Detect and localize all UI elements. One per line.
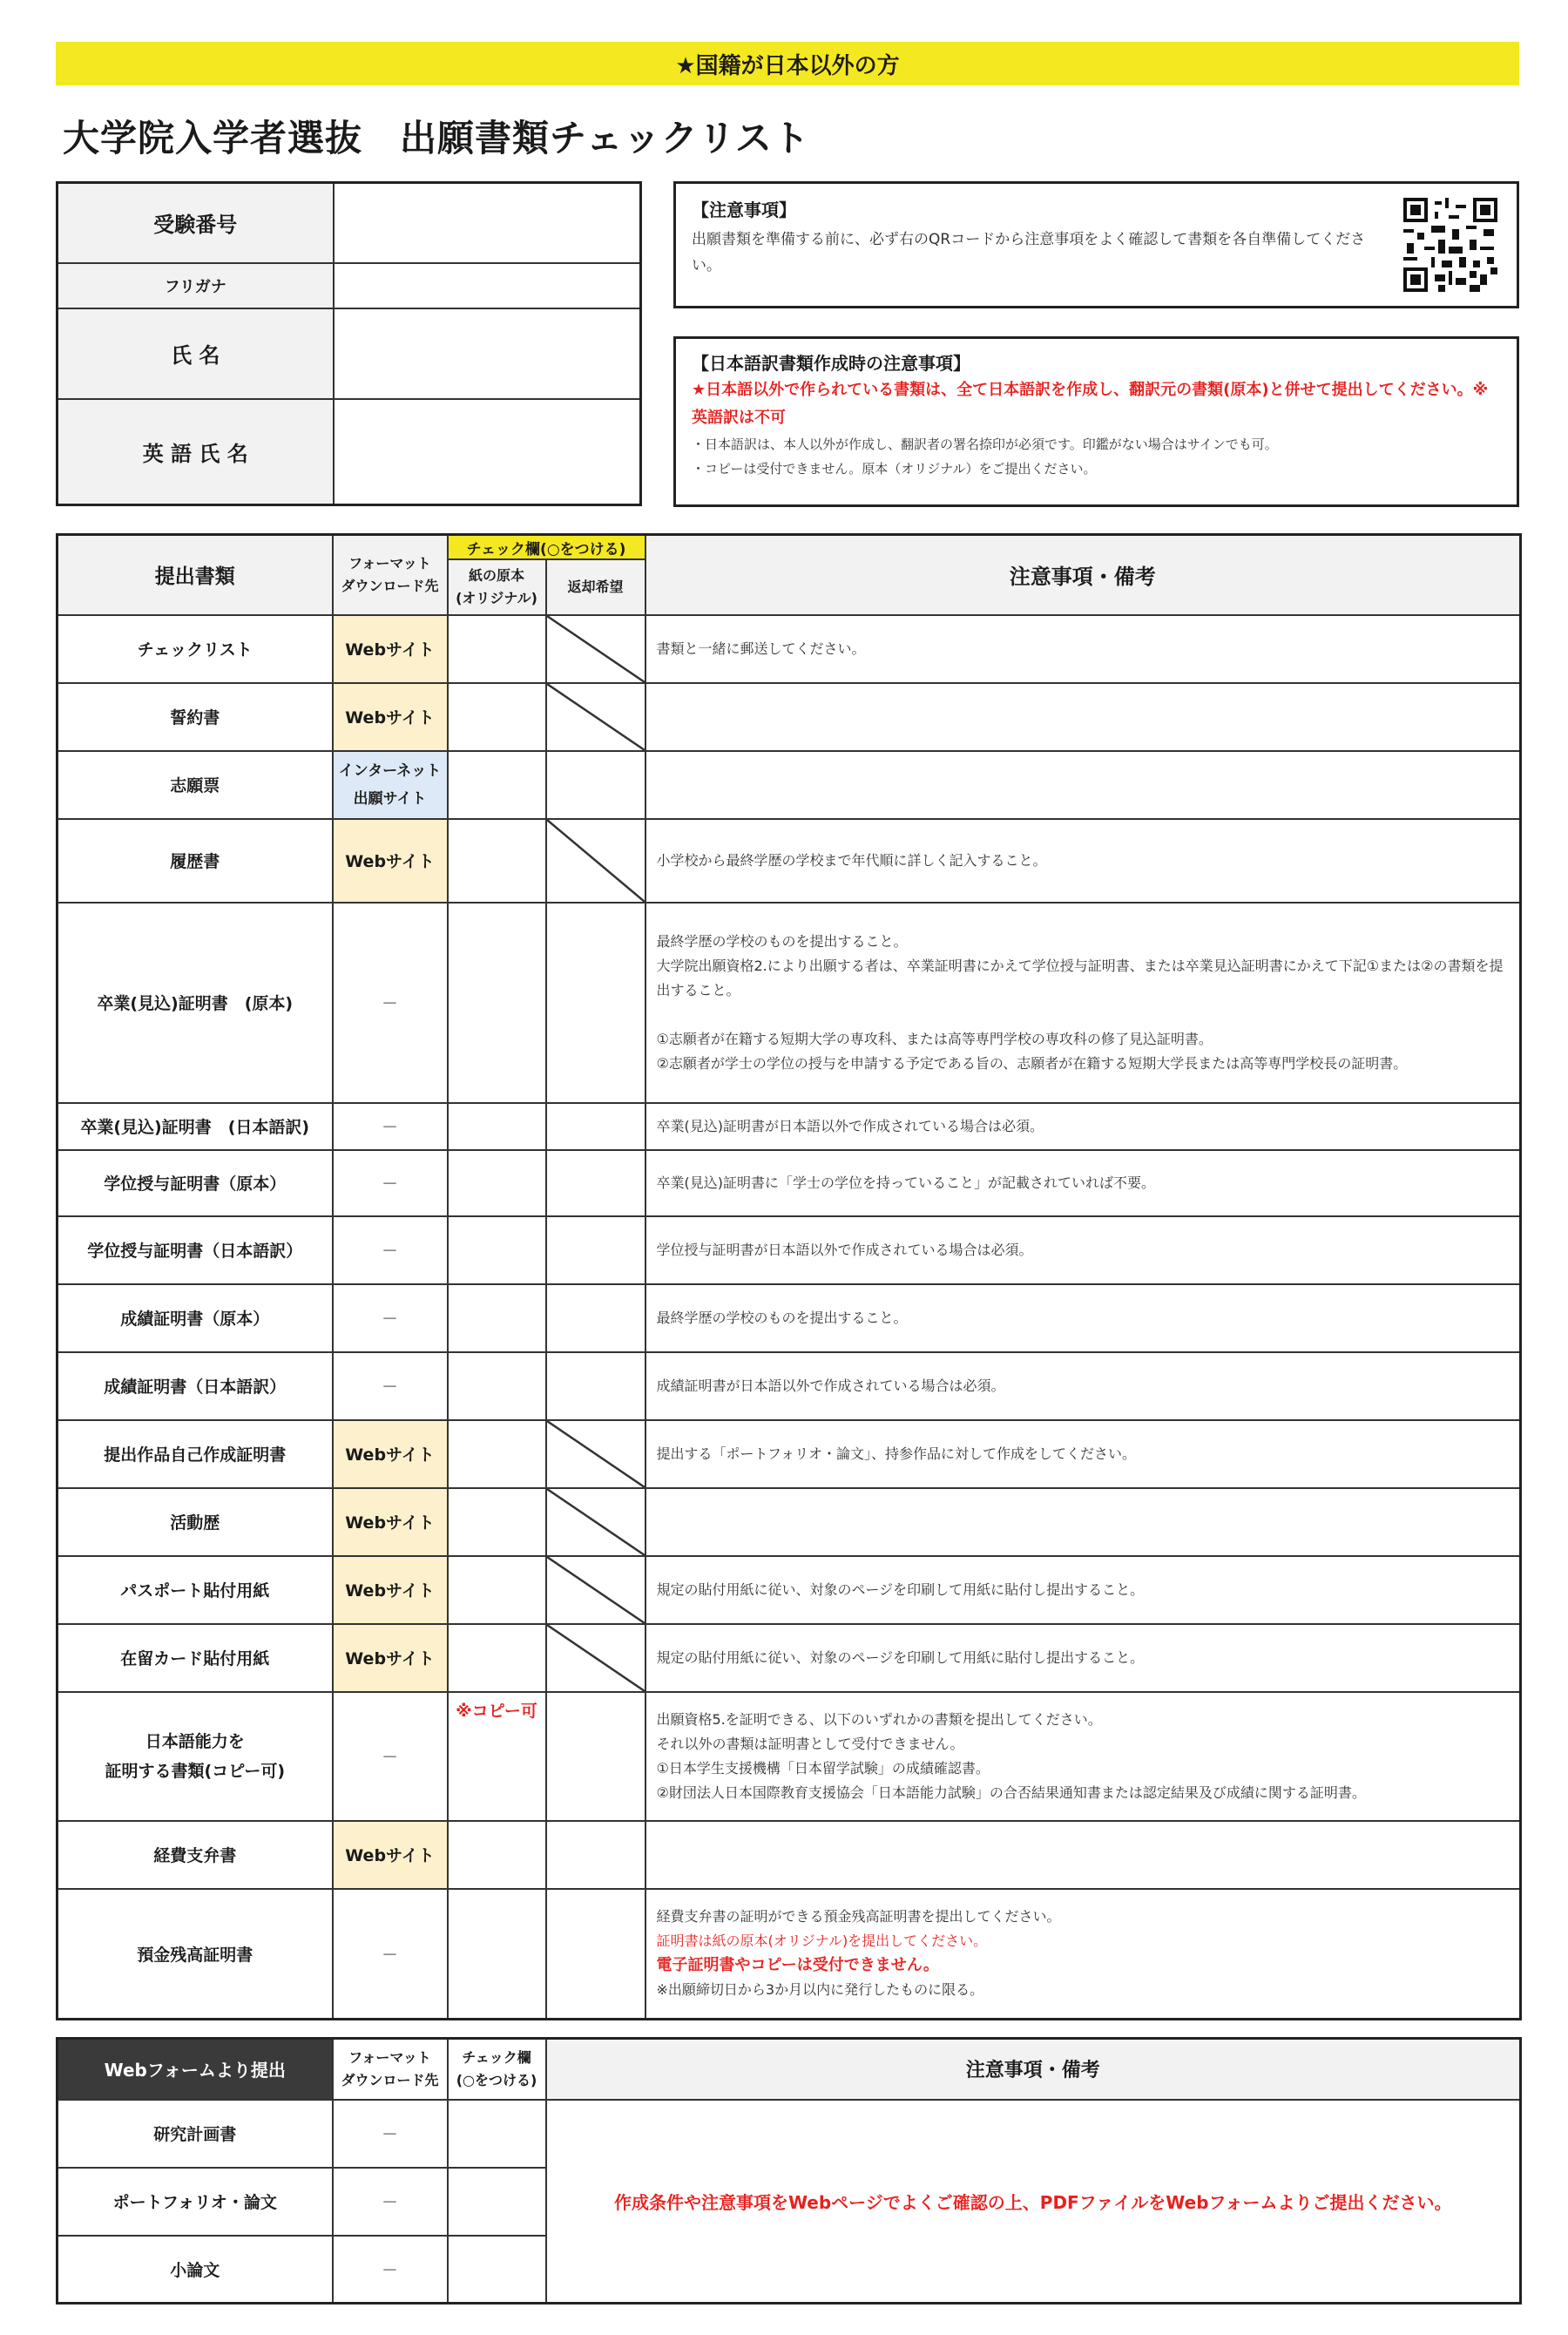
name-label: 氏 名 bbox=[57, 308, 334, 399]
nationality-banner: ★国籍が日本以外の方 bbox=[56, 42, 1519, 85]
format-source: Webサイト bbox=[333, 1821, 448, 1889]
webform-check-header: チェック欄 (○をつける) bbox=[448, 2039, 546, 2100]
paper-check-cell[interactable] bbox=[448, 683, 546, 751]
webform-title-header: Webフォームより提出 bbox=[57, 2039, 333, 2100]
copy-allowed-badge[interactable]: ※コピー可 bbox=[448, 1692, 546, 1821]
document-name: 履歴書 bbox=[57, 819, 333, 903]
webform-check-cell[interactable] bbox=[448, 2236, 546, 2304]
table-row bbox=[57, 1216, 1521, 1284]
paper-check-cell[interactable] bbox=[448, 1284, 546, 1352]
document-name: 経費支弁書 bbox=[57, 1821, 333, 1889]
table-row bbox=[57, 1150, 1521, 1216]
return-check-cell[interactable] bbox=[546, 1692, 645, 1821]
webform-document-name: 研究計画書 bbox=[57, 2100, 333, 2168]
format-source: Webサイト bbox=[333, 615, 448, 683]
document-note: 成績証明書が日本語以外で作成されている場合は必須。 bbox=[645, 1352, 1521, 1420]
applicant-info-table bbox=[56, 181, 642, 506]
document-name: チェックリスト bbox=[57, 615, 333, 683]
document-name: 学位授与証明書（日本語訳） bbox=[57, 1216, 333, 1284]
paper-check-cell[interactable] bbox=[448, 1624, 546, 1692]
table-row bbox=[57, 1103, 1521, 1150]
documents-table bbox=[56, 533, 1522, 2020]
format-source: － bbox=[333, 1150, 448, 1216]
return-check-cell-na bbox=[546, 1420, 645, 1488]
return-check-cell[interactable] bbox=[546, 1889, 645, 2020]
return-check-cell[interactable] bbox=[546, 1103, 645, 1150]
check-column-header: チェック欄(○をつける) bbox=[448, 535, 645, 560]
translation-notice-red-text: ★日本語以外で作られている書類は、全て日本語訳を作成し、翻訳元の書類(原本)と併せて提出してください。※英語訳は不可 bbox=[692, 381, 1489, 427]
document-note bbox=[645, 1488, 1521, 1556]
format-source: Webサイト bbox=[333, 1624, 448, 1692]
webform-document-name: 小論文 bbox=[57, 2236, 333, 2304]
format-source: － bbox=[333, 1352, 448, 1420]
paper-original-header: 紙の原本 (オリジナル) bbox=[448, 559, 546, 614]
webform-document-name: ポートフォリオ・論文 bbox=[57, 2168, 333, 2236]
name-field[interactable] bbox=[334, 308, 641, 399]
english-name-label: 英 語 氏 名 bbox=[57, 399, 334, 505]
paper-check-cell[interactable] bbox=[448, 615, 546, 683]
english-name-field[interactable] bbox=[334, 399, 641, 505]
notice-body: 出願書類を準備する前に、必ず右のQRコードから注意事項をよく確認して書類を各自準備してください。 bbox=[692, 231, 1366, 274]
webform-check-cell[interactable] bbox=[448, 2100, 546, 2168]
return-check-cell[interactable] bbox=[546, 751, 645, 819]
document-name: 志願票 bbox=[57, 751, 333, 819]
translation-notice-line-1: ・日本語訳は、本人以外が作成し、翻訳者の署名捺印が必須です。印鑑がない場合はサインでも可。 bbox=[692, 437, 1278, 452]
document-name: 活動歴 bbox=[57, 1488, 333, 1556]
return-check-cell[interactable] bbox=[546, 1284, 645, 1352]
return-check-cell[interactable] bbox=[546, 1150, 645, 1216]
paper-check-cell[interactable] bbox=[448, 1103, 546, 1150]
exam-number-field[interactable] bbox=[334, 183, 641, 263]
table-row bbox=[57, 683, 1521, 751]
document-name: 卒業(見込)証明書 (日本語訳) bbox=[57, 1103, 333, 1150]
webform-format-header: フォーマット ダウンロード先 bbox=[333, 2039, 448, 2100]
paper-check-cell[interactable] bbox=[448, 1488, 546, 1556]
table-row bbox=[57, 1692, 1521, 1821]
format-source: － bbox=[333, 1692, 448, 1821]
paper-check-cell[interactable] bbox=[448, 1556, 546, 1624]
document-note: 卒業(見込)証明書が日本語以外で作成されている場合は必須。 bbox=[645, 1103, 1521, 1150]
format-source: － bbox=[333, 2236, 448, 2304]
format-source: Webサイト bbox=[333, 1556, 448, 1624]
document-note: 学位授与証明書が日本語以外で作成されている場合は必須。 bbox=[645, 1216, 1521, 1284]
notice-box bbox=[673, 181, 1519, 308]
format-source: Webサイト bbox=[333, 683, 448, 751]
table-row bbox=[57, 1556, 1521, 1624]
furigana-label: フリガナ bbox=[57, 263, 334, 308]
document-name: 成績証明書（原本） bbox=[57, 1284, 333, 1352]
document-note: 出願資格5.を証明できる、以下のいずれかの書類を提出してください。 それ以外の書類は証明書として受付できません。 ①日本学生支援機構「日本留学試験」の成績確認書。 ②財団法人日本国際教育支援協会「日本語能力試験」の合否結果通知書または認定結果及び成績に関する証明書。 bbox=[645, 1692, 1521, 1821]
paper-check-cell[interactable] bbox=[448, 1821, 546, 1889]
paper-check-cell[interactable] bbox=[448, 1889, 546, 2020]
document-name: 卒業(見込)証明書 (原本) bbox=[57, 903, 333, 1103]
document-note bbox=[645, 1821, 1521, 1889]
webform-note: 作成条件や注意事項をWebページでよくご確認の上、PDFファイルをWebフォームよりご提出ください。 bbox=[546, 2100, 1521, 2304]
document-note: 卒業(見込)証明書に「学士の学位を持っていること」が記載されていれば不要。 bbox=[645, 1150, 1521, 1216]
notes-column-header: 注意事項・備考 bbox=[645, 535, 1521, 615]
return-check-cell-na bbox=[546, 683, 645, 751]
table-row bbox=[57, 903, 1521, 1103]
format-source: インターネット 出願サイト bbox=[333, 751, 448, 819]
table-row bbox=[57, 819, 1521, 903]
page-title: 大学院入学者選抜 出願書類チェックリスト bbox=[63, 117, 810, 159]
webform-check-cell[interactable] bbox=[448, 2168, 546, 2236]
document-name: 誓約書 bbox=[57, 683, 333, 751]
return-check-cell[interactable] bbox=[546, 1821, 645, 1889]
return-check-cell-na bbox=[546, 615, 645, 683]
document-note: 最終学歴の学校のものを提出すること。 大学院出願資格2.により出願する者は、卒業証明書にかえて学位授与証明書、または卒業見込証明書にかえて下記①または②の書類を提出すること。 ①志願者が在籍する短期大学の専攻科、または高等専門学校の専攻科の修了見込証明書。 ②志願者が学士の学位の授与を申請する予定である旨の、志願者が在籍する短期大学長または高等専門学校長の証明書。 bbox=[645, 903, 1521, 1103]
paper-check-cell[interactable] bbox=[448, 1420, 546, 1488]
table-row bbox=[57, 2100, 1521, 2168]
webform-table bbox=[56, 2037, 1522, 2305]
format-source: Webサイト bbox=[333, 1488, 448, 1556]
document-note: 規定の貼付用紙に従い、対象のページを印刷して用紙に貼付し提出すること。 bbox=[645, 1556, 1521, 1624]
return-request-header: 返却希望 bbox=[546, 559, 645, 614]
paper-check-cell[interactable] bbox=[448, 751, 546, 819]
return-check-cell[interactable] bbox=[546, 903, 645, 1103]
document-name: 学位授与証明書（原本） bbox=[57, 1150, 333, 1216]
document-note bbox=[645, 683, 1521, 751]
document-name: 在留カード貼付用紙 bbox=[57, 1624, 333, 1692]
format-column-header: フォーマット ダウンロード先 bbox=[333, 535, 448, 615]
table-row bbox=[57, 1420, 1521, 1488]
document-name: パスポート貼付用紙 bbox=[57, 1556, 333, 1624]
document-column-header: 提出書類 bbox=[57, 535, 333, 615]
document-note: 提出する「ポートフォリオ・論文」、持参作品に対して作成をしてください。 bbox=[645, 1420, 1521, 1488]
format-source: － bbox=[333, 2100, 448, 2168]
furigana-field[interactable] bbox=[334, 263, 641, 308]
format-source: Webサイト bbox=[333, 1420, 448, 1488]
document-note: 書類と一緒に郵送してください。 bbox=[645, 615, 1521, 683]
table-row bbox=[57, 1624, 1521, 1692]
notice-heading: 【注意事項】 bbox=[692, 200, 796, 220]
translation-notice-box bbox=[673, 336, 1519, 507]
paper-check-cell[interactable] bbox=[448, 903, 546, 1103]
format-source: Webサイト bbox=[333, 819, 448, 903]
return-check-cell[interactable] bbox=[546, 1352, 645, 1420]
format-source: － bbox=[333, 2168, 448, 2236]
qr-code-icon[interactable] bbox=[1403, 198, 1497, 292]
document-note: 経費支弁書の証明ができる預金残高証明書を提出してください。 証明書は紙の原本(オリジナル)を提出してください。 電子証明書やコピーは受付できません。 ※出願締切日から3か月以内に発行したものに限る。 bbox=[645, 1889, 1521, 2020]
document-note bbox=[645, 751, 1521, 819]
document-name: 提出作品自己作成証明書 bbox=[57, 1420, 333, 1488]
exam-number-label: 受験番号 bbox=[57, 183, 334, 263]
document-note: 小学校から最終学歴の学校まで年代順に詳しく記入すること。 bbox=[645, 819, 1521, 903]
table-row bbox=[57, 1821, 1521, 1889]
translation-notice-heading: 【日本語訳書類作成時の注意事項】 bbox=[692, 353, 970, 374]
return-check-cell-na bbox=[546, 1488, 645, 1556]
paper-check-cell[interactable] bbox=[448, 819, 546, 903]
return-check-cell-na bbox=[546, 1624, 645, 1692]
return-check-cell-na bbox=[546, 1556, 645, 1624]
table-row bbox=[57, 1889, 1521, 2020]
document-note: 最終学歴の学校のものを提出すること。 bbox=[645, 1284, 1521, 1352]
table-row bbox=[57, 1284, 1521, 1352]
translation-notice-line-2: ・コピーは受付できません。原本（オリジナル）をご提出ください。 bbox=[692, 461, 1097, 477]
document-name: 日本語能力を 証明する書類(コピー可) bbox=[57, 1692, 333, 1821]
document-name: 成績証明書（日本語訳） bbox=[57, 1352, 333, 1420]
paper-check-cell[interactable] bbox=[448, 1216, 546, 1284]
format-source: － bbox=[333, 1889, 448, 2020]
paper-check-cell[interactable] bbox=[448, 1352, 546, 1420]
format-source: － bbox=[333, 1216, 448, 1284]
table-row bbox=[57, 615, 1521, 683]
format-source: － bbox=[333, 1284, 448, 1352]
return-check-cell-na bbox=[546, 819, 645, 903]
table-row bbox=[57, 1488, 1521, 1556]
format-source: － bbox=[333, 903, 448, 1103]
document-note: 規定の貼付用紙に従い、対象のページを印刷して用紙に貼付し提出すること。 bbox=[645, 1624, 1521, 1692]
table-row bbox=[57, 1352, 1521, 1420]
document-name: 預金残高証明書 bbox=[57, 1889, 333, 2020]
format-source: － bbox=[333, 1103, 448, 1150]
webform-notes-header: 注意事項・備考 bbox=[546, 2039, 1521, 2100]
table-row bbox=[57, 751, 1521, 819]
return-check-cell[interactable] bbox=[546, 1216, 645, 1284]
paper-check-cell[interactable] bbox=[448, 1150, 546, 1216]
